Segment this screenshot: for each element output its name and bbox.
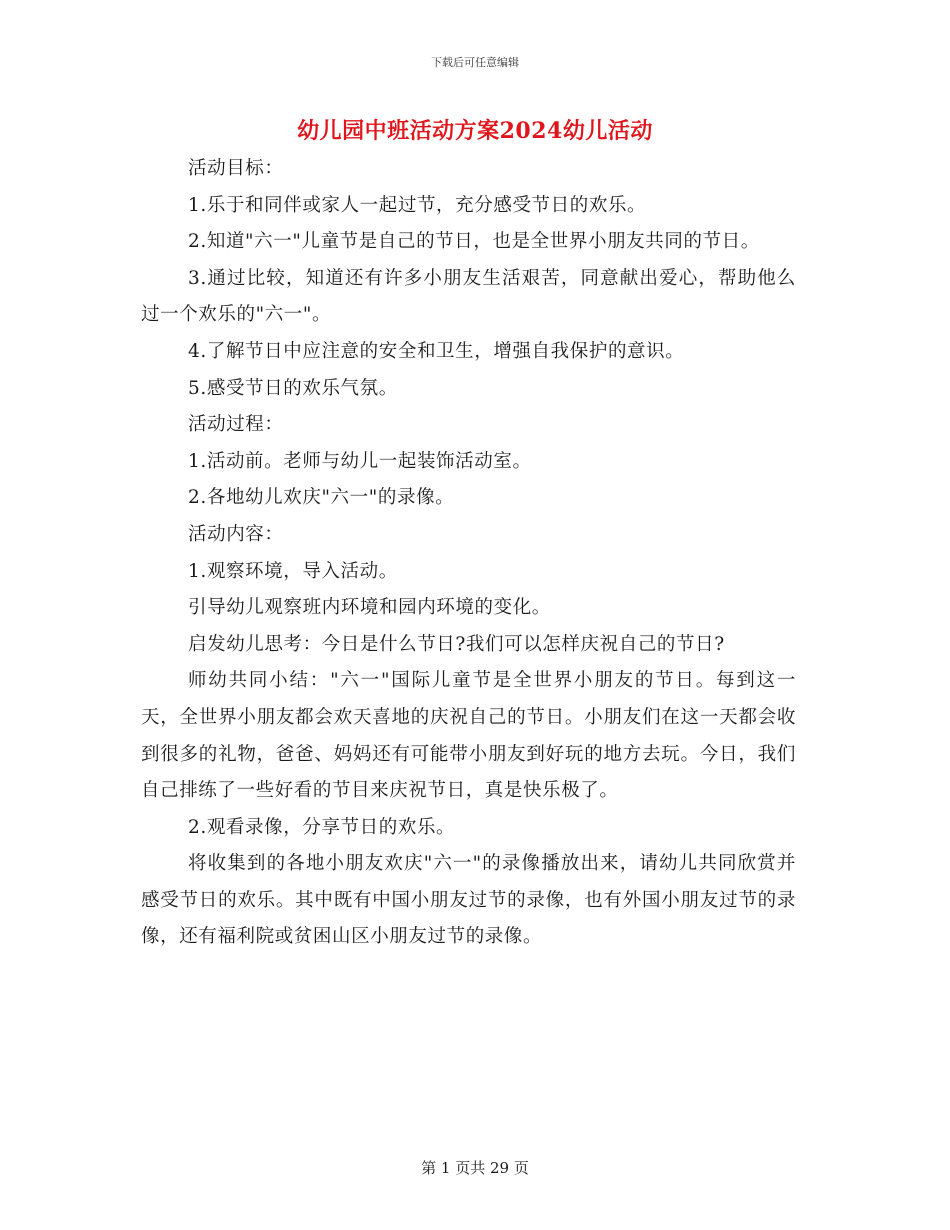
paragraph-summary: 师幼共同小结："六一"国际儿童节是全世界小朋友的节日。每到这一天，全世界小朋友都会欢天喜地的庆祝自己的节日。小朋友们在这一天都会收到很多的礼物，爸爸、妈妈还有可能带小朋友到好玩的地方去玩。今日，我们自己排练了一些好看的节目来庆祝节日，真是快乐极了。: [141, 670, 796, 802]
paragraph-content-heading: 活动内容：: [188, 523, 284, 545]
paragraph-inspire-thinking: 启发幼儿思考：今日是什么节日?我们可以怎样庆祝自己的节日?: [188, 633, 725, 655]
paragraph-content-2: 2.观看录像，分享节日的欢乐。: [188, 816, 456, 838]
paragraph-process-heading: 活动过程：: [188, 414, 284, 436]
paragraph-content-1: 1.观察环境，导入活动。: [188, 560, 398, 582]
document-title: 幼儿园中班活动方案2024幼儿活动: [297, 118, 653, 144]
paragraph-goal-2: 2.知道"六一"儿童节是自己的节日，也是全世界小朋友共同的节日。: [188, 231, 760, 253]
paragraph-video-sharing: 将收集到的各地小朋友欢庆"六一"的录像播放出来，请幼儿共同欣赏并感受节日的欢乐。其中既有中国小朋友过节的录像，也有外国小朋友过节的录像，还有福利院或贫困山区小朋友过节的录像。: [141, 853, 796, 948]
page-footer-number: 第 1 页共 29 页: [421, 1159, 529, 1177]
paragraph-process-1: 1.活动前。老师与幼儿一起装饰活动室。: [188, 450, 532, 472]
paragraph-goal-1: 1.乐于和同伴或家人一起过节，充分感受节日的欢乐。: [188, 194, 647, 216]
document-body: [141, 151, 796, 956]
paragraph-observe-environment: 引导幼儿观察班内环境和园内环境的变化。: [188, 597, 551, 619]
paragraph-goal-3: 3.通过比较，知道还有许多小朋友生活艰苦，同意献出爱心，帮助他么过一个欢乐的"六一"。: [141, 267, 796, 326]
paragraph-process-2: 2.各地幼儿欢庆"六一"的录像。: [188, 487, 455, 509]
paragraph-goal-4: 4.了解节日中应注意的安全和卫生，增强自我保护的意识。: [188, 340, 685, 362]
paragraph-goals-heading: 活动目标：: [188, 158, 284, 179]
paragraph-goal-5: 5.感受节日的欢乐气氛。: [188, 377, 398, 399]
page-header-note: 下载后可任意编辑: [431, 56, 519, 69]
